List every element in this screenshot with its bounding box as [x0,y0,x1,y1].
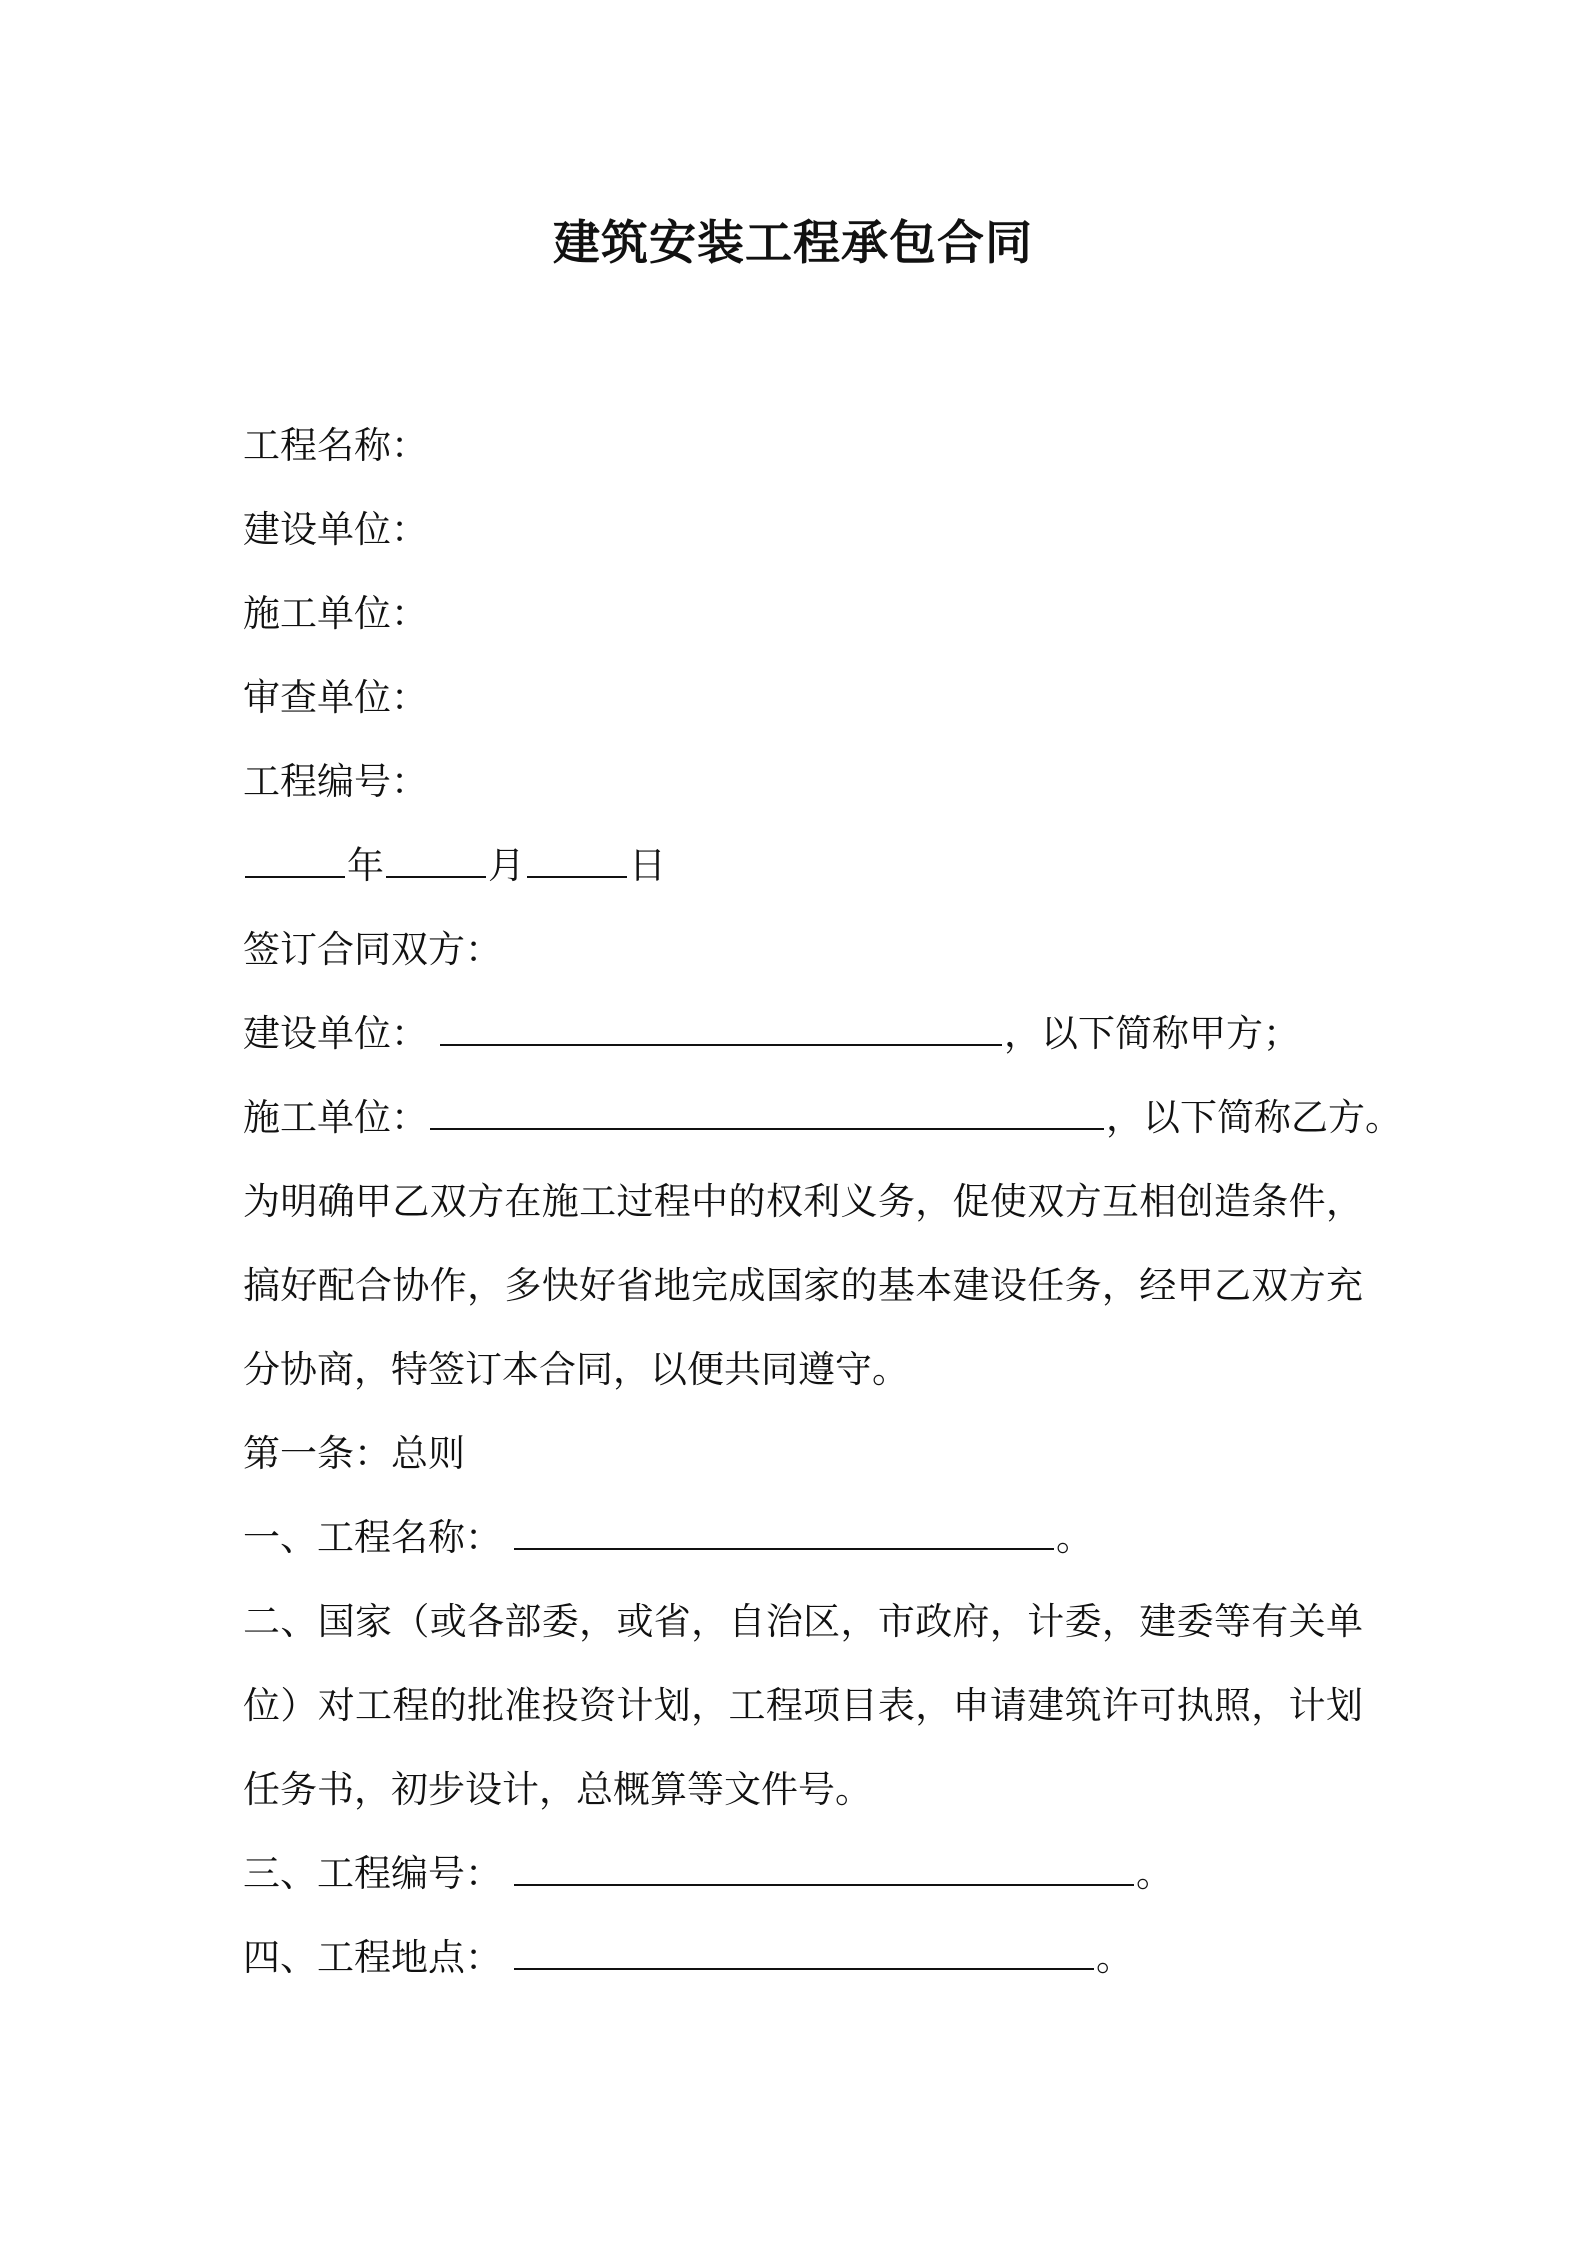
item1-label: 一、工程名称： [243,1516,502,1559]
party-b-label: 施工单位： [243,1096,428,1139]
date-line [243,824,1363,908]
article1-heading: 第一条：总则 [243,1432,465,1475]
article1-item4 [243,1916,1363,2000]
party-b-line [243,1076,1402,1160]
article1-item1 [243,1496,1363,1580]
preamble-line-2: 搞好配合协作，多快好省地完成国家的基本建设任务，经甲乙双方充 [243,1264,1363,1307]
field-project-number [243,740,1363,824]
article1-item3 [243,1832,1363,1916]
year-label: 年 [347,844,384,887]
year-blank[interactable] [245,832,345,878]
parties-heading-text: 签订合同双方： [243,928,502,971]
parties-heading [243,908,1363,992]
field-label: 建设单位： [243,508,428,551]
day-blank[interactable] [527,832,627,878]
preamble-line-1: 为明确甲乙双方在施工过程中的权利义务，促使双方互相创造条件， [243,1180,1363,1223]
month-blank[interactable] [386,832,486,878]
article1-item2-line2: 位）对工程的批准投资计划，工程项目表，申请建筑许可执照，计划 [243,1684,1363,1727]
item4-label: 四、工程地点： [243,1936,502,1979]
item1-blank[interactable] [514,1504,1054,1550]
item3-end: 。 [1136,1852,1173,1895]
field-label: 工程名称： [243,424,428,467]
field-label: 审查单位： [243,676,428,719]
field-builder-unit [243,572,1363,656]
day-label: 日 [629,844,666,887]
document-title: 建筑安装工程承包合同 [553,216,1033,271]
party-a-suffix: ，以下简称甲方； [1004,1012,1300,1055]
field-review-unit [243,656,1363,740]
party-a-label: 建设单位： [243,1012,428,1055]
article1-item2-line1: 二、国家（或各部委，或省，自治区，市政府，计委，建委等有关单 [243,1600,1363,1643]
party-a-blank[interactable] [440,1000,1002,1046]
item4-blank[interactable] [514,1924,1094,1970]
item1-end: 。 [1056,1516,1093,1559]
preamble-line-3: 分协商，特签订本合同，以便共同遵守。 [243,1348,909,1391]
item3-label: 三、工程编号： [243,1852,502,1895]
field-project-name [243,404,1363,488]
field-label: 施工单位： [243,592,428,635]
party-b-suffix: ，以下简称乙方。 [1106,1096,1402,1139]
field-label: 工程编号： [243,760,428,803]
article1-item2-line3: 任务书，初步设计，总概算等文件号。 [243,1768,872,1811]
party-a-line [243,992,1363,1076]
field-construction-unit [243,488,1363,572]
document-body [243,404,1402,2000]
month-label: 月 [488,844,525,887]
item3-blank[interactable] [514,1840,1134,1886]
item4-end: 。 [1096,1936,1133,1979]
party-b-blank[interactable] [430,1084,1104,1130]
